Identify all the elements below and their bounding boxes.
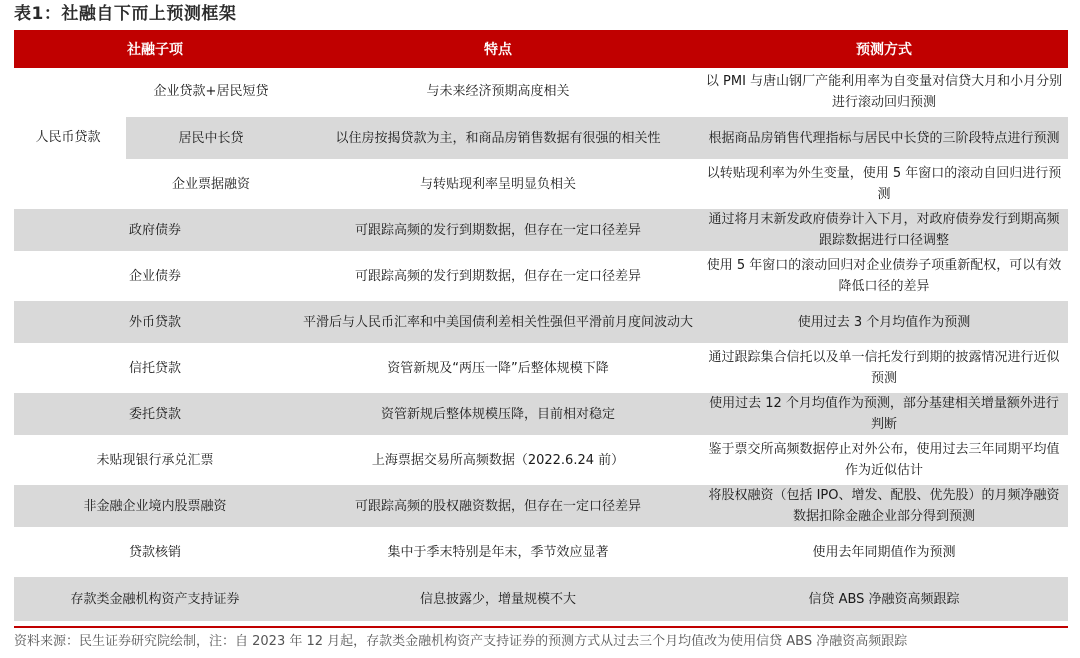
row-item: 企业债券 xyxy=(14,253,296,299)
row-item: 存款类金融机构资产支持证券 xyxy=(14,575,296,623)
row-method: 使用 5 年窗口的滚动回归对企业债券子项重新配权，可以有效降低口径的差异 xyxy=(700,253,1068,299)
row-method: 鉴于票交所高频数据停止对外公布，使用过去三年同期平均值作为近似估计 xyxy=(700,437,1068,483)
row-item: 未贴现银行承兑汇票 xyxy=(14,437,296,483)
table-row xyxy=(14,345,1068,391)
table-title: 表1：社融自下而上预测框架 xyxy=(14,4,237,24)
row-feature: 资管新规后整体规模压降，目前相对稳定 xyxy=(296,391,700,437)
table-row xyxy=(14,529,1068,575)
row-sub-item: 居民中长贷 xyxy=(124,115,296,161)
row-method: 使用过去 3 个月均值作为预测 xyxy=(700,299,1068,345)
header-feature: 特点 xyxy=(296,30,700,69)
row-method: 将股权融资（包括 IPO、增发、配股、优先股）的月频净融资数据扣除金融企业部分得到预测 xyxy=(700,483,1068,529)
table-row xyxy=(14,69,1068,115)
table-row xyxy=(14,483,1068,529)
table-row xyxy=(14,207,1068,253)
row-feature: 与未来经济预期高度相关 xyxy=(296,69,700,115)
row-feature: 集中于季末特别是年末，季节效应显著 xyxy=(296,529,700,575)
rmb-loan-label: 人民币贷款 xyxy=(14,69,124,207)
row-feature: 以住房按揭贷款为主，和商品房销售数据有很强的相关性 xyxy=(296,115,700,161)
header-item: 社融子项 xyxy=(14,30,296,69)
row-method: 通过将月末新发政府债券计入下月，对政府债券发行到期高频跟踪数据进行口径调整 xyxy=(700,207,1068,253)
row-method: 使用去年同期值作为预测 xyxy=(700,529,1068,575)
row-item: 信托贷款 xyxy=(14,345,296,391)
row-feature: 与转贴现利率呈明显负相关 xyxy=(296,161,700,207)
row-feature: 资管新规及“两压一降”后整体规模下降 xyxy=(296,345,700,391)
row-method: 以转贴现利率为外生变量，使用 5 年窗口的滚动自回归进行预测 xyxy=(700,161,1068,207)
row-item: 非金融企业境内股票融资 xyxy=(14,483,296,529)
row-method: 使用过去 12 个月均值作为预测，部分基建相关增量额外进行判断 xyxy=(700,391,1068,437)
row-feature: 上海票据交易所高频数据（2022.6.24 前） xyxy=(296,437,700,483)
table-row xyxy=(14,437,1068,483)
table-row xyxy=(14,253,1068,299)
header-row xyxy=(14,30,1068,69)
row-sub-item: 企业票据融资 xyxy=(124,161,296,207)
row-feature: 平滑后与人民币汇率和中美国债利差相关性强但平滑前月度间波动大 xyxy=(296,299,700,345)
row-item: 政府债券 xyxy=(14,207,296,253)
table-row xyxy=(14,161,1068,207)
header-method: 预测方式 xyxy=(700,30,1068,69)
row-method: 以 PMI 与唐山钢厂产能利用率为自变量对信贷大月和小月分别进行滚动回归预测 xyxy=(700,69,1068,115)
forecast-framework-table xyxy=(14,30,1068,625)
source-note: 资料来源：民生证券研究院绘制，注：自 2023 年 12 月起，存款类金融机构资产支持证券的预测方式从过去三个月均值改为使用信贷 ABS 净融资高频跟踪 xyxy=(14,634,908,649)
table-bottom-rule xyxy=(14,626,1068,628)
table-row xyxy=(14,299,1068,345)
row-feature: 可跟踪高频的发行到期数据，但存在一定口径差异 xyxy=(296,207,700,253)
row-feature: 信息披露少，增量规模不大 xyxy=(296,575,700,623)
table-row xyxy=(14,575,1068,623)
row-feature: 可跟踪高频的股权融资数据，但存在一定口径差异 xyxy=(296,483,700,529)
row-feature: 可跟踪高频的发行到期数据，但存在一定口径差异 xyxy=(296,253,700,299)
row-method: 信贷 ABS 净融资高频跟踪 xyxy=(700,575,1068,623)
row-item: 贷款核销 xyxy=(14,529,296,575)
table-row xyxy=(14,115,1068,161)
row-sub-item: 企业贷款+居民短贷 xyxy=(124,69,296,115)
row-method: 根据商品房销售代理指标与居民中长贷的三阶段特点进行预测 xyxy=(700,115,1068,161)
row-item: 委托贷款 xyxy=(14,391,296,437)
table-row xyxy=(14,391,1068,437)
row-item: 外币贷款 xyxy=(14,299,296,345)
row-method: 通过跟踪集合信托以及单一信托发行到期的披露情况进行近似预测 xyxy=(700,345,1068,391)
